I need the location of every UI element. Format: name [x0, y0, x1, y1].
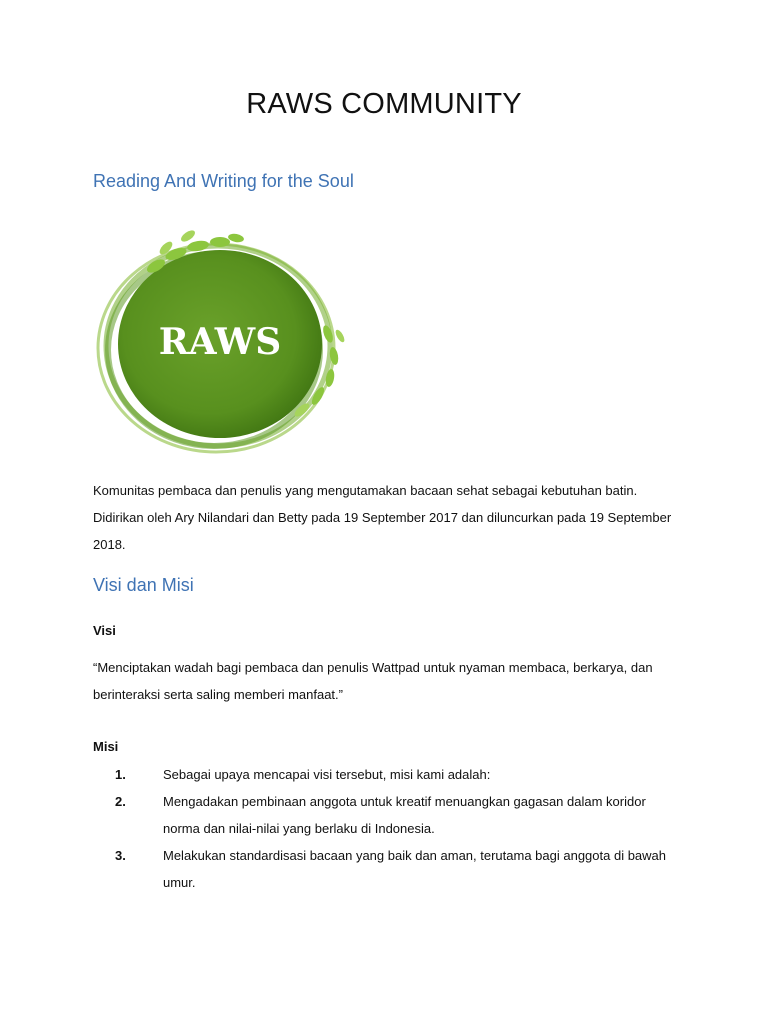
raws-logo-graphic: [96, 226, 348, 458]
misi-list: [93, 761, 683, 896]
misi-item-2: [93, 788, 683, 842]
misi-item-number: 2.: [115, 794, 126, 809]
misi-label: Misi: [93, 739, 119, 754]
misi-item-3: [93, 842, 683, 896]
misi-item-text: Sebagai upaya mencapai visi tersebut, misi kami adalah:: [163, 767, 491, 782]
misi-item-1: [93, 761, 683, 788]
visi-label: Visi: [93, 623, 116, 638]
section-heading-visi-misi: Visi dan Misi: [93, 575, 194, 595]
page-title: RAWS COMMUNITY: [246, 88, 522, 120]
visi-text: “Menciptakan wadah bagi pembaca dan penulis Wattpad untuk nyaman membaca, berkarya, dan berinteraksi serta saling memberi manfaat.”: [93, 660, 653, 702]
raws-logo: [96, 226, 348, 458]
subtitle-heading: Reading And Writing for the Soul: [93, 171, 354, 191]
logo-text: RAWS: [158, 321, 282, 363]
misi-item-text: Melakukan standardisasi bacaan yang baik dan aman, terutama bagi anggota di bawah umur.: [163, 848, 667, 890]
misi-item-number: 1.: [115, 767, 126, 782]
misi-item-number: 3.: [115, 848, 126, 863]
intro-paragraph: Komunitas pembaca dan penulis yang mengutamakan bacaan sehat sebagai kebutuhan batin. Didirikan oleh Ary Nilandari dan Betty pada 19 September 2017 dan diluncurkan pada 19 September 2018.: [93, 483, 672, 552]
misi-item-text: Mengadakan pembinaan anggota untuk kreatif menuangkan gagasan dalam koridor norma dan nilai-nilai yang berlaku di Indonesia.: [163, 794, 646, 836]
